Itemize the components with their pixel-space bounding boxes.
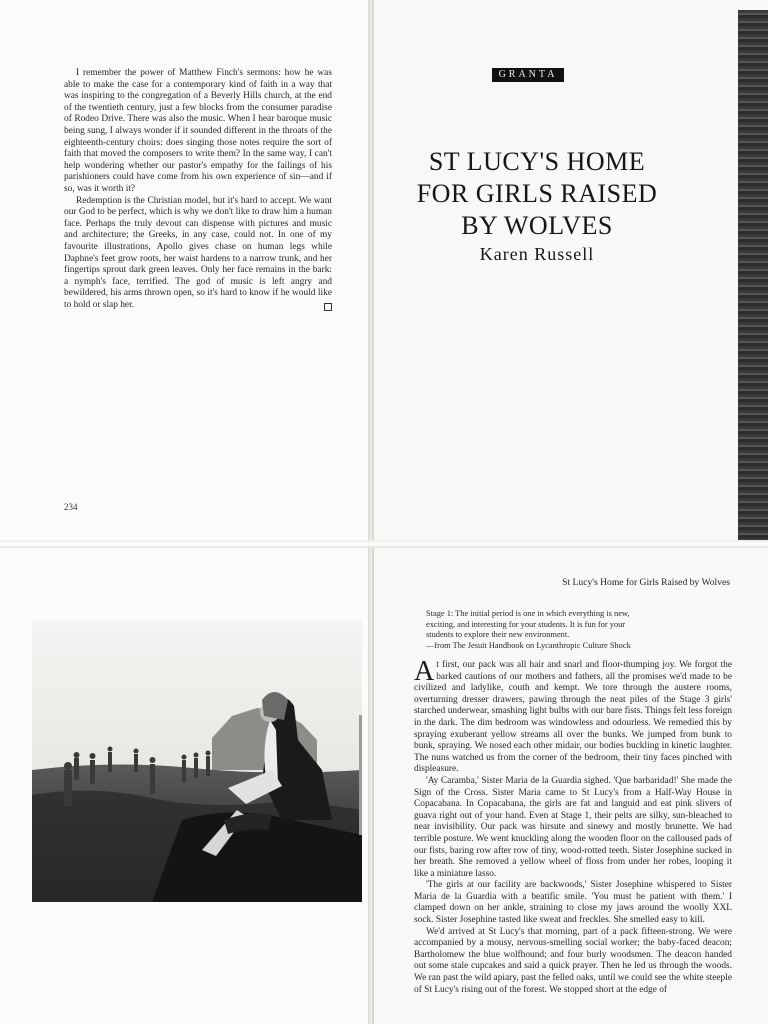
essay-paragraph-2: Redemption is the Christian model, but it's hard to accept. We want our God to be perfect, which is why we don't like to draw him a human face. Perhaps the truly devout can dispense with pictures and music and architecture; the Greeks, in any case, could not. In one of my favourite illustrations, Apollo gives chase on human legs while Daphne's feet grow roots, her waist hardens to a narrow trunk, and her fingertips sprout dark green leaves. Only her face remains in the bark: a nymph's face, terrified. The god of music is left angry and bewildered, his arms thrown open, so it's hard to know if he would like to hold or slap her. — [64, 195, 332, 310]
scanner-edge — [738, 10, 768, 540]
end-mark-icon — [324, 303, 332, 311]
story-paragraph-2: 'Ay Caramba,' Sister Maria de la Guardia sighed. 'Que barbaridad!' She made the Sign of the Cross. Sister Maria came to St Lucy's from a Half-Way House in Copacabana. In Copacabana, the girls are fat and languid and eat pink slivers of guava right out of your hand. Even at Stage 1, their pelts are silky, sun-bleached to near invisibility. Our pack was hirsute and sinewy and mostly brunette. We had terrible posture. We went knuckling along the wooden floor on the calloused pads of our fists, baring row after row of tiny, wood-rotted teeth. Sister Josephine sucked in her breath. She removed a yellow wheel of floss from under her robes, looping it like a miniature lasso. — [414, 775, 732, 879]
essay-body — [64, 68, 332, 311]
author-name: Karen Russell — [479, 244, 595, 264]
story-paragraph-4: We'd arrived at St Lucy's that morning, part of a pack fifteen-strong. We were accompanied by a mousy, nervous-smelling social worker; the baby-faced deacon; Bartholomew the blue wolfhound; and four burly woodsmen. The deacon handed out some stale cupcakes and said a quick prayer. Then he led us through the woods. We ran past the wild apiary, past the felled oaks, until we could see the white steeple of St Lucy's rising out of the forest. We stopped short at the edge of — [414, 926, 732, 995]
granta-logo: GRANTA — [492, 68, 564, 82]
epigraph-line: exciting, and interesting for your students. It is fun for your — [426, 619, 626, 629]
story-title — [404, 146, 670, 242]
essay-paragraph-1: I remember the power of Matthew Finch's sermons: how he was able to make the case for a contemporary kind of faith in a way that was inspiring to the congregation of a Beverly Hills church, at the end of the twentieth century, just a few blocks from the consumer paradise of Rodeo Drive. There was also the music. When I hear baroque music being sung, I always wonder if it sounded different in the throats of the eighteenth-century choirs: does singing those notes require the sort of faith that moved the composers to write them? In the same way, I can't help wondering whether our pastor's empathy for the failings of his parishioners could have come from his own experience of sin—and if so, was it worth it? — [64, 68, 332, 194]
epigraph-line: Stage 1: The initial period is one in which everything is new, — [426, 609, 630, 618]
story-body — [414, 656, 732, 996]
photograph — [32, 620, 362, 902]
photo-credit-mark — [356, 715, 366, 835]
title-line-1: ST LUCY'S HOME — [428, 147, 646, 176]
epigraph — [426, 609, 686, 651]
title-line-3: BY WOLVES — [461, 211, 613, 240]
book-gutter — [368, 0, 374, 1024]
right-page-top — [372, 0, 768, 540]
epigraph-source: —from The Jesuit Handbook on Lycanthropic Culture Shock — [426, 640, 631, 650]
title-line-2: FOR GIRLS RAISED — [416, 179, 658, 208]
page-number: 234 — [64, 502, 78, 512]
story-paragraph-1: At first, our pack was all hair and snarl and floor-thumping joy. We forgot the barked cautions of our mothers and fathers, all the promises we'd made to be civilized and ladylike, couth and kempt. We tore through the austere rooms, overturning dresser drawers, pawing through the neat piles of the Stage 3 girls' starched underwear, smashing light bulbs with our bare fists. Things felt less foreign in the dark. The dim bedroom was windowless and odourless. We remedied this by spraying exuberant yellow streams all over the bunks. We jumped from bunk to bunk, spraying. We nosed each other midair, our bodies buckling in kinetic laughter. The nuns watched us from the corner of the bedroom, their tiny faces pinched with displeasure. — [414, 656, 732, 775]
story-paragraph-3: 'The girls at our facility are backwoods,' Sister Josephine whispered to Sister Maria de la Guardia with a beatific smile. 'You must be patient with them.' I clamped down on her ankle, straining to close my jaws around the woolly XXL sock. Sister Josephine tasted like sweat and freckles. She smelled easy to kill. — [414, 880, 732, 926]
running-head: St Lucy's Home for Girls Raised by Wolves — [562, 577, 730, 588]
drop-cap: A — [414, 656, 435, 687]
scan-divider — [0, 540, 768, 548]
epigraph-line: students to explore their new environment. — [426, 630, 570, 640]
